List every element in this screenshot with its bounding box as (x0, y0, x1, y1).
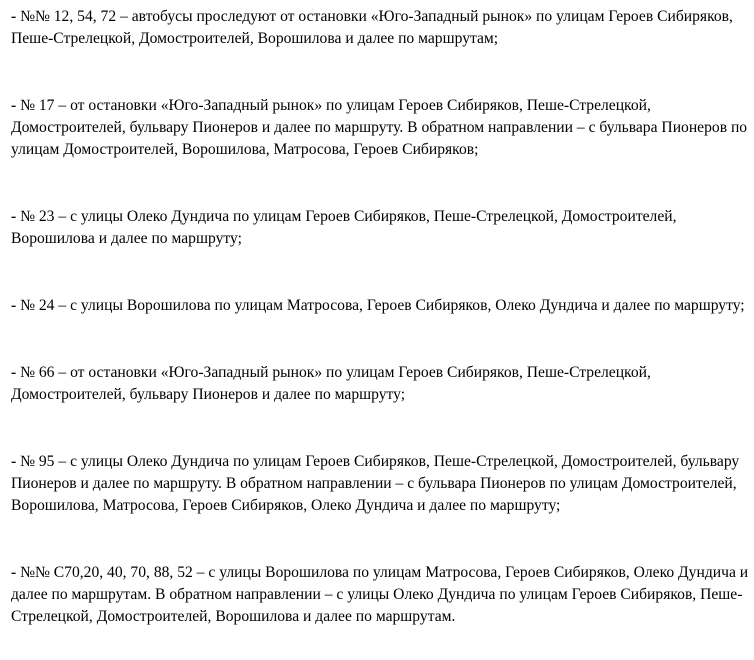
route-text: № 24 – с улицы Ворошилова по улицам Матросова, Героев Сибиряков, Олеко Дундича и далее по маршруту; (16, 297, 745, 314)
route-item-5 (11, 362, 749, 406)
route-item-1 (11, 6, 749, 50)
route-text: № 23 – с улицы Олеко Дундича по улицам Героев Сибиряков, Пеше-Стрелецкой, Домостроителей, Ворошилова и далее по маршруту; (11, 208, 677, 247)
list-dash: - (11, 564, 17, 581)
route-text: №№ 12, 54, 72 – автобусы проследуют от остановки «Юго-Западный рынок» по улицам Героев Сибиряков, Пеше-Стрелецкой, Домостроителей, Ворошилова и далее по маршрутам; (11, 8, 733, 47)
list-dash: - (11, 297, 17, 314)
list-dash: - (11, 453, 17, 470)
document-body (11, 6, 749, 628)
route-item-3 (11, 206, 749, 250)
list-dash: - (11, 8, 17, 25)
list-dash: - (11, 208, 17, 225)
route-text: № 95 – с улицы Олеко Дундича по улицам Героев Сибиряков, Пеше-Стрелецкой, Домостроителей, бульвару Пионеров и далее по маршруту. В обратном направлении – с бульвара Пионеров по улицам Домостроителей, Ворошилова, Матросова, Героев Сибиряков, Олеко Дундича и далее по маршруту; (11, 453, 740, 514)
route-item-6 (11, 451, 749, 517)
list-dash: - (11, 364, 17, 381)
route-item-2 (11, 95, 749, 161)
route-text: № 66 – от остановки «Юго-Западный рынок» по улицам Героев Сибиряков, Пеше-Стрелецкой, Домостроителей, бульвару Пионеров и далее по маршруту; (11, 364, 651, 403)
route-item-4 (11, 295, 749, 317)
route-item-7 (11, 562, 749, 628)
route-text: № 17 – от остановки «Юго-Западный рынок» по улицам Героев Сибиряков, Пеше-Стрелецкой, Домостроителей, бульвару Пионеров и далее по маршруту. В обратном направлении – с бульвара Пионеров по улицам Домостроителей, Ворошилова, Матросова, Героев Сибиряков; (11, 97, 748, 158)
route-text: №№ С70,20, 40, 70, 88, 52 – с улицы Ворошилова по улицам Матросова, Героев Сибиряков, Олеко Дундича и далее по маршрутам. В обратном направлении – с улицы Олеко Дундича по улицам Героев Сибиряков, Пеше-Стрелецкой, Домостроителей, Ворошилова и далее по маршрутам. (11, 564, 749, 625)
list-dash: - (11, 97, 17, 114)
